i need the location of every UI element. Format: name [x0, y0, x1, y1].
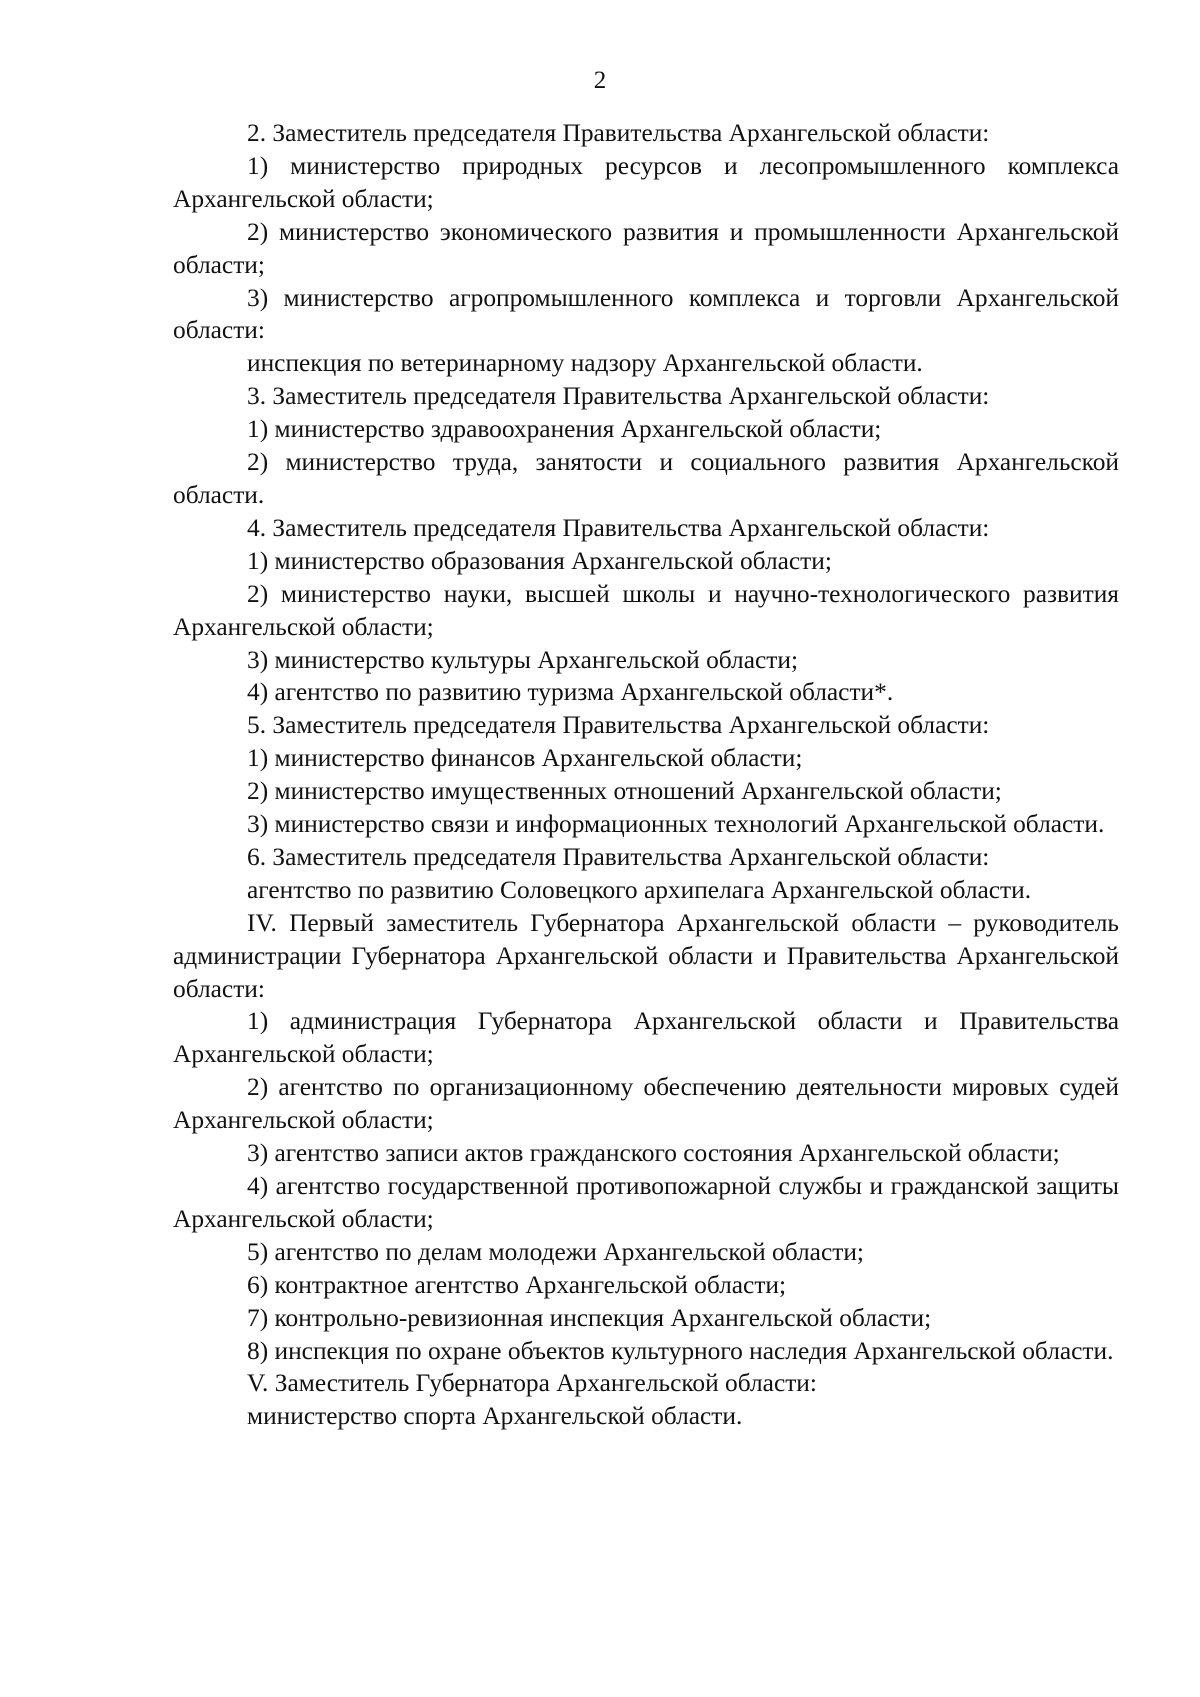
list-item: 4) агентство по развитию туризма Архангельской области*.	[247, 678, 894, 707]
list-item: 4) агентство государственной противопожарной службы и гражданской защиты Архангельской области;	[173, 1172, 1119, 1233]
list-item: 3) агентство записи актов гражданского состояния Архангельской области;	[247, 1139, 1060, 1168]
list-item: 6) контрактное агентство Архангельской области;	[247, 1270, 787, 1299]
section-heading: V. Заместитель Губернатора Архангельской области:	[247, 1369, 817, 1398]
list-item: 2) министерство труда, занятости и социального развития Архангельской области.	[173, 448, 1119, 509]
list-item: 5) агентство по делам молодежи Архангельской области;	[247, 1237, 864, 1266]
list-item: 1) министерство образования Архангельской области;	[247, 546, 832, 575]
section-heading: 2. Заместитель председателя Правительства Архангельской области:	[247, 119, 990, 147]
list-item: 2) министерство имущественных отношений Архангельской области;	[247, 777, 1002, 806]
section-heading: 4. Заместитель председателя Правительства Архангельской области:	[247, 513, 990, 542]
list-item: 3) министерство культуры Архангельской области;	[247, 645, 799, 674]
list-item: 1) министерство природных ресурсов и лесопромышленного комплекса Архангельской области;	[173, 151, 1119, 213]
list-item: 8) инспекция по охране объектов культурного наследия Архангельской области.	[247, 1336, 1114, 1365]
sub-item: министерство спорта Архангельской области.	[247, 1402, 743, 1431]
list-item: 3) министерство связи и информационных технологий Архангельской области.	[247, 810, 1105, 839]
list-item: 2) агентство по организационному обеспечению деятельности мировых судей Архангельской области;	[173, 1073, 1119, 1135]
list-item: 7) контрольно-ревизионная инспекция Архангельской области;	[247, 1303, 932, 1332]
document-body	[173, 117, 1119, 1433]
section-heading: 5. Заместитель председателя Правительства Архангельской области:	[247, 711, 990, 740]
page-number: 2	[593, 67, 607, 94]
list-item: 1) министерство финансов Архангельской области;	[247, 744, 803, 773]
section-heading: IV. Первый заместитель Губернатора Архангельской области – руководитель администрации Губернатора Архангельской области и Правительства Архангельской области:	[173, 908, 1119, 1003]
section-heading: 6. Заместитель председателя Правительства Архангельской области:	[247, 842, 990, 871]
list-item: 2) министерство науки, высшей школы и научно-технологического развития Архангельской области;	[173, 579, 1119, 641]
section-heading: 3. Заместитель председателя Правительства Архангельской области:	[247, 382, 990, 411]
list-item: 2) министерство экономического развития и промышленности Архангельской области;	[173, 217, 1119, 279]
list-item: 1) администрация Губернатора Архангельской области и Правительства Архангельской области;	[173, 1007, 1119, 1069]
list-item: 3) министерство агропромышленного комплекса и торговли Архангельской области:	[173, 283, 1119, 345]
sub-item: агентство по развитию Соловецкого архипелага Архангельской области.	[247, 875, 1032, 904]
list-item: 1) министерство здравоохранения Архангельской области;	[247, 415, 882, 444]
sub-item: инспекция по ветеринарному надзору Архангельской области.	[247, 349, 923, 378]
